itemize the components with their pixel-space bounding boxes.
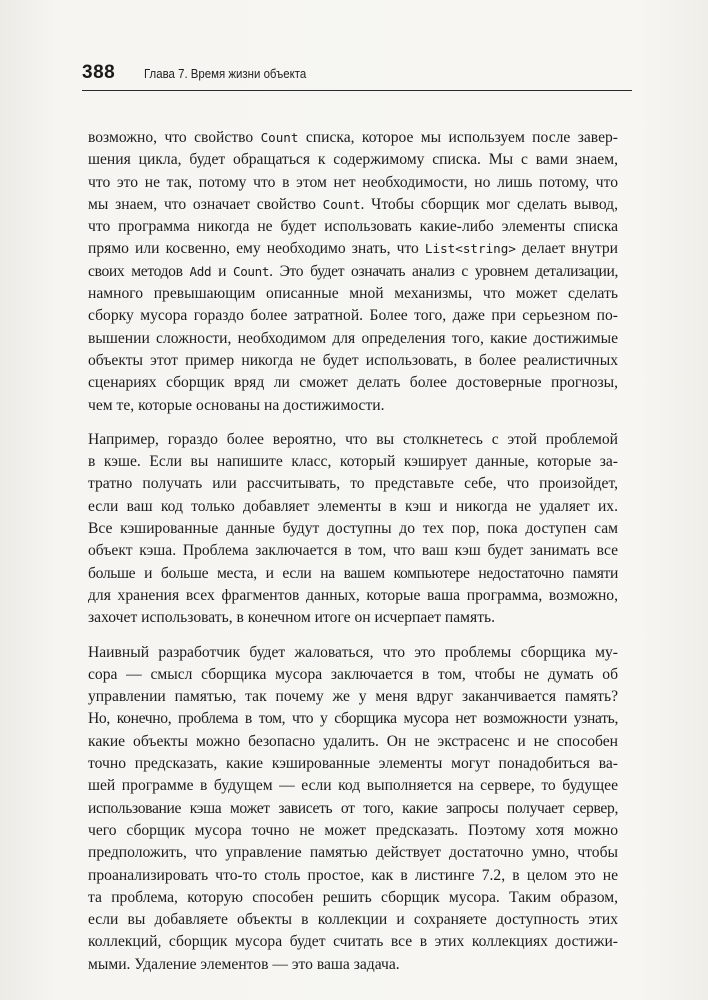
- paragraph: [88, 429, 618, 630]
- page-header: [82, 62, 632, 91]
- inline-code: Add: [189, 263, 212, 279]
- text-line: [88, 395, 618, 417]
- text-run: больше и больше места, и если на вашем компьютере недостаточно памяти: [88, 564, 618, 582]
- text-run: какие объекты можно безопасно удалить. Он не экстрасенс и не способен: [88, 732, 618, 750]
- text-line: [88, 607, 618, 629]
- text-line: [88, 216, 618, 238]
- body-text: [88, 127, 618, 988]
- text-run: коллекций, сборщик мусора будет считать все в этих коллекциях достижи-: [88, 933, 618, 951]
- text-run: точно предсказать, какие кэшированные элементы могут понадобиться ва-: [88, 755, 618, 773]
- text-run: делает внутри: [515, 240, 618, 258]
- paragraph: [88, 642, 618, 976]
- text-line: [88, 305, 618, 327]
- text-run: сценариях сборщик вряд ли сможет делать более достоверные прогнозы,: [88, 374, 618, 392]
- text-run: объекты этот пример никогда не будет использовать, в более реалистичных: [88, 351, 618, 369]
- text-line: [88, 708, 618, 730]
- text-run: чем те, которые основаны на достижимости.: [88, 396, 385, 414]
- text-line: [88, 328, 618, 350]
- text-run: предположить, что управление памятью действует достаточно умно, чтобы: [88, 844, 618, 862]
- text-run: списка, которое мы используем после завер-: [298, 129, 618, 146]
- page-number: 388: [82, 62, 116, 83]
- text-run: для хранения всех фрагментов данных, которые ваша программа, возможно,: [88, 586, 618, 604]
- inline-code: Count: [322, 196, 361, 212]
- text-run: что программа никогда не будет использовать какие-либо элементы списка: [88, 218, 618, 236]
- text-run: в кэше. Если вы напишите класс, который кэширует данные, которые за-: [88, 453, 618, 471]
- paragraph: [88, 127, 618, 417]
- text-line: [88, 731, 618, 753]
- text-run: шения цикла, будет обращаться к содержимому списка. Мы с вами знаем,: [88, 151, 618, 169]
- text-run: если вы добавляете объекты в коллекции и сохраняете доступность этих: [88, 911, 618, 929]
- text-run: шей программе в будущем — если код выполняется на сервере, то будущее: [88, 777, 618, 795]
- text-line: [88, 798, 618, 820]
- text-line: [88, 842, 618, 864]
- text-line: [88, 283, 618, 305]
- text-run: и: [211, 262, 233, 280]
- text-line: [88, 473, 618, 495]
- chapter-title: Глава 7. Время жизни объекта: [144, 66, 307, 81]
- text-line: [88, 954, 618, 976]
- text-line: [88, 496, 618, 518]
- text-run: мы знаем, что означает свойство: [88, 195, 323, 213]
- text-line: [88, 540, 618, 562]
- text-line: [88, 172, 618, 194]
- text-line: [88, 518, 618, 540]
- text-line: [88, 563, 618, 585]
- text-run: Наивный разработчик будет жаловаться, что это проблемы сборщика му-: [88, 643, 618, 661]
- text-run: тратно получать или рассчитывать, то представьте себе, что произойдет,: [88, 475, 618, 493]
- text-run: вышении сложности, необходимом для определения того, какие достижимые: [88, 329, 618, 347]
- text-run: . Это будет означать анализ с уровнем детализации,: [269, 262, 619, 280]
- text-line: [88, 350, 618, 372]
- text-run: объект кэша. Проблема заключается в том, что ваш кэш будет занимать все: [88, 542, 618, 560]
- text-run: чего сборщик мусора точно не может предсказать. Поэтому хотя можно: [88, 821, 618, 839]
- inline-code: Count: [260, 130, 299, 145]
- text-line: [88, 753, 618, 775]
- text-run: захочет использовать, в конечном итоге он исчерпает память.: [88, 609, 496, 627]
- text-line: [88, 372, 618, 394]
- text-line: [88, 429, 618, 451]
- text-run: сборку мусора гораздо более затратной. Более того, даже при серьезном по-: [88, 307, 618, 325]
- text-run: намного превышающим описанные мной механизмы, что может сделать: [88, 285, 618, 303]
- text-run: Но, конечно, проблема в том, что у сборщика мусора нет возможности узнать,: [88, 710, 618, 728]
- text-run: управлении памятью, так почему же у меня вдруг заканчивается память?: [88, 688, 618, 706]
- text-line: [88, 909, 618, 931]
- text-run: . Чтобы сборщик мог сделать вывод,: [360, 195, 619, 213]
- text-run: Например, гораздо более вероятно, что вы столкнетесь с этой проблемой: [88, 430, 618, 448]
- text-run: проанализировать что-то столь простое, как в листинге 7.2, в целом это не: [88, 866, 618, 884]
- text-run: мыми. Удаление элементов — это ваша задача.: [88, 955, 400, 973]
- text-run: что это не так, потому что в этом нет необходимости, но лишь потому, что: [88, 173, 618, 191]
- text-line: [88, 149, 618, 171]
- text-line: [88, 238, 618, 260]
- text-line: [88, 261, 618, 283]
- text-line: [88, 451, 618, 473]
- text-run: возможно, что свойство: [88, 129, 261, 146]
- text-run: прямо или косвенно, ему необходимо знать, что: [88, 240, 425, 258]
- text-line: [88, 775, 618, 797]
- text-line: [88, 642, 618, 664]
- text-run: своих методов: [88, 262, 190, 280]
- text-run: если ваш код только добавляет элементы в кэш и никогда не удаляет их.: [88, 497, 618, 515]
- text-run: сора — смысл сборщика мусора заключается в том, чтобы не думать об: [88, 665, 618, 683]
- text-line: [88, 887, 618, 909]
- text-line: [88, 865, 618, 887]
- text-line: [88, 585, 618, 607]
- text-line: [88, 931, 618, 953]
- text-run: использование кэша может зависеть от того, какие запросы получает сервер,: [88, 799, 618, 817]
- text-line: [88, 664, 618, 686]
- text-line: [88, 686, 618, 708]
- text-line: [88, 820, 618, 842]
- text-run: Все кэшированные данные будут доступны до тех пор, пока доступен сам: [88, 520, 618, 538]
- text-run: та проблема, которую способен решить сборщик мусора. Таким образом,: [88, 888, 618, 906]
- inline-code: Count: [232, 263, 270, 279]
- inline-code: List<string>: [424, 241, 516, 257]
- text-line: [88, 194, 618, 216]
- text-line: [88, 127, 618, 149]
